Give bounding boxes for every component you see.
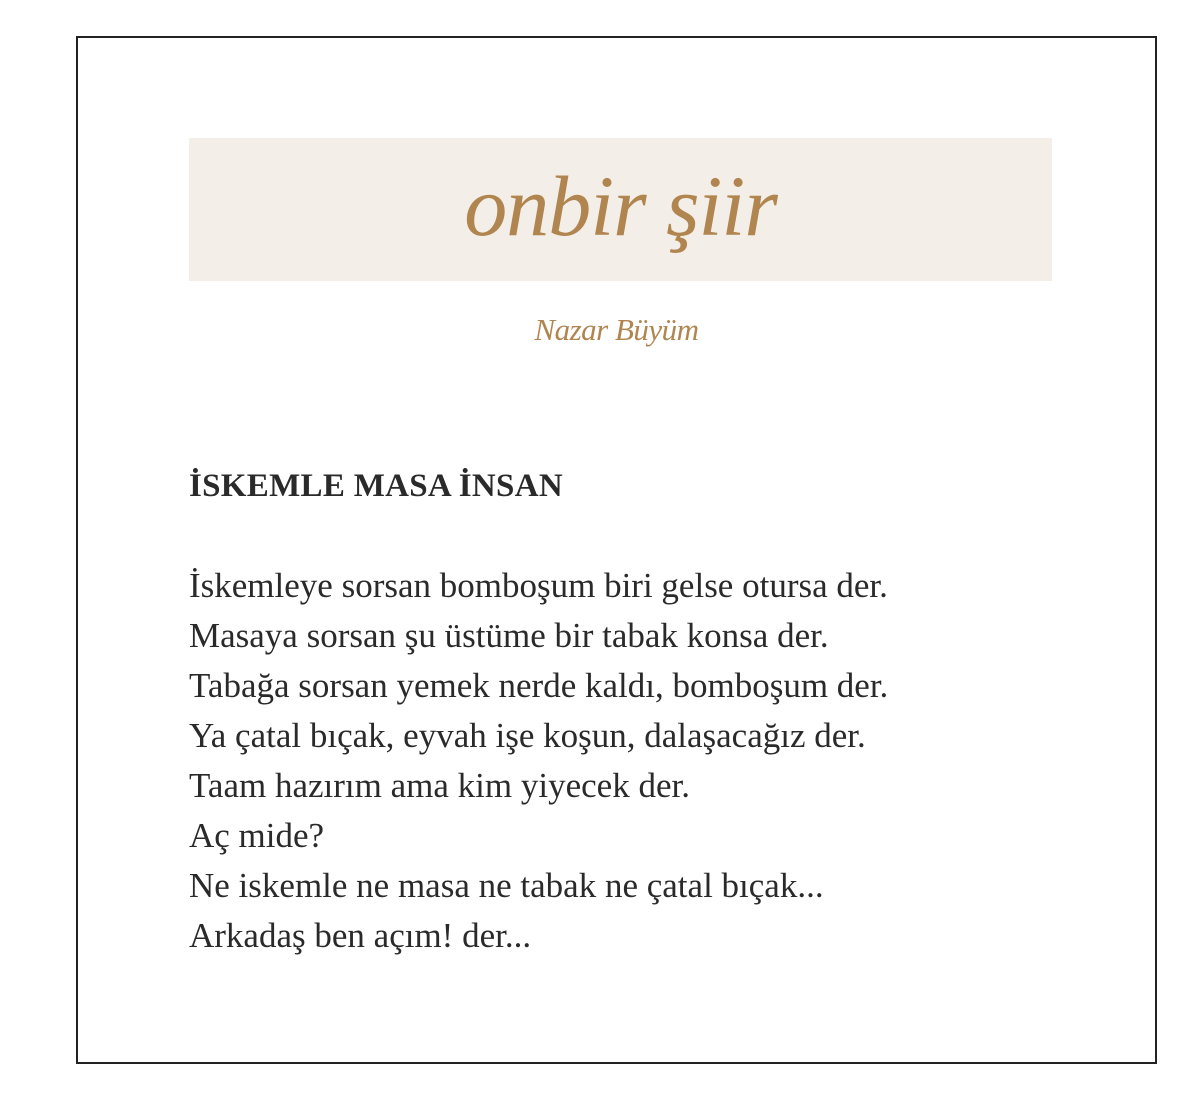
poem-line: Taam hazırım ama kim yiyecek der. <box>189 766 690 805</box>
poem-line: Aç mide? <box>189 816 325 855</box>
author-name: Nazar Büyüm <box>534 312 699 347</box>
book-title: onbir şiir <box>464 157 777 254</box>
title-banner <box>189 138 1052 281</box>
poem-line: Arkadaş ben açım! der... <box>189 916 532 955</box>
poem-line: Tabağa sorsan yemek nerde kaldı, bomboşum der. <box>189 666 889 705</box>
poem-title: İSKEMLE MASA İNSAN <box>189 468 563 504</box>
page-frame <box>76 36 1157 1064</box>
poem-line: Masaya sorsan şu üstüme bir tabak konsa der. <box>189 616 829 655</box>
poem-body <box>189 561 1089 961</box>
poem <box>189 463 1089 961</box>
poem-line: Ne iskemle ne masa ne tabak ne çatal bıçak... <box>189 866 824 905</box>
poem-line: Ya çatal bıçak, eyvah işe koşun, dalaşacağız der. <box>189 716 866 755</box>
poem-line: İskemleye sorsan bomboşum biri gelse otursa der. <box>189 566 888 605</box>
